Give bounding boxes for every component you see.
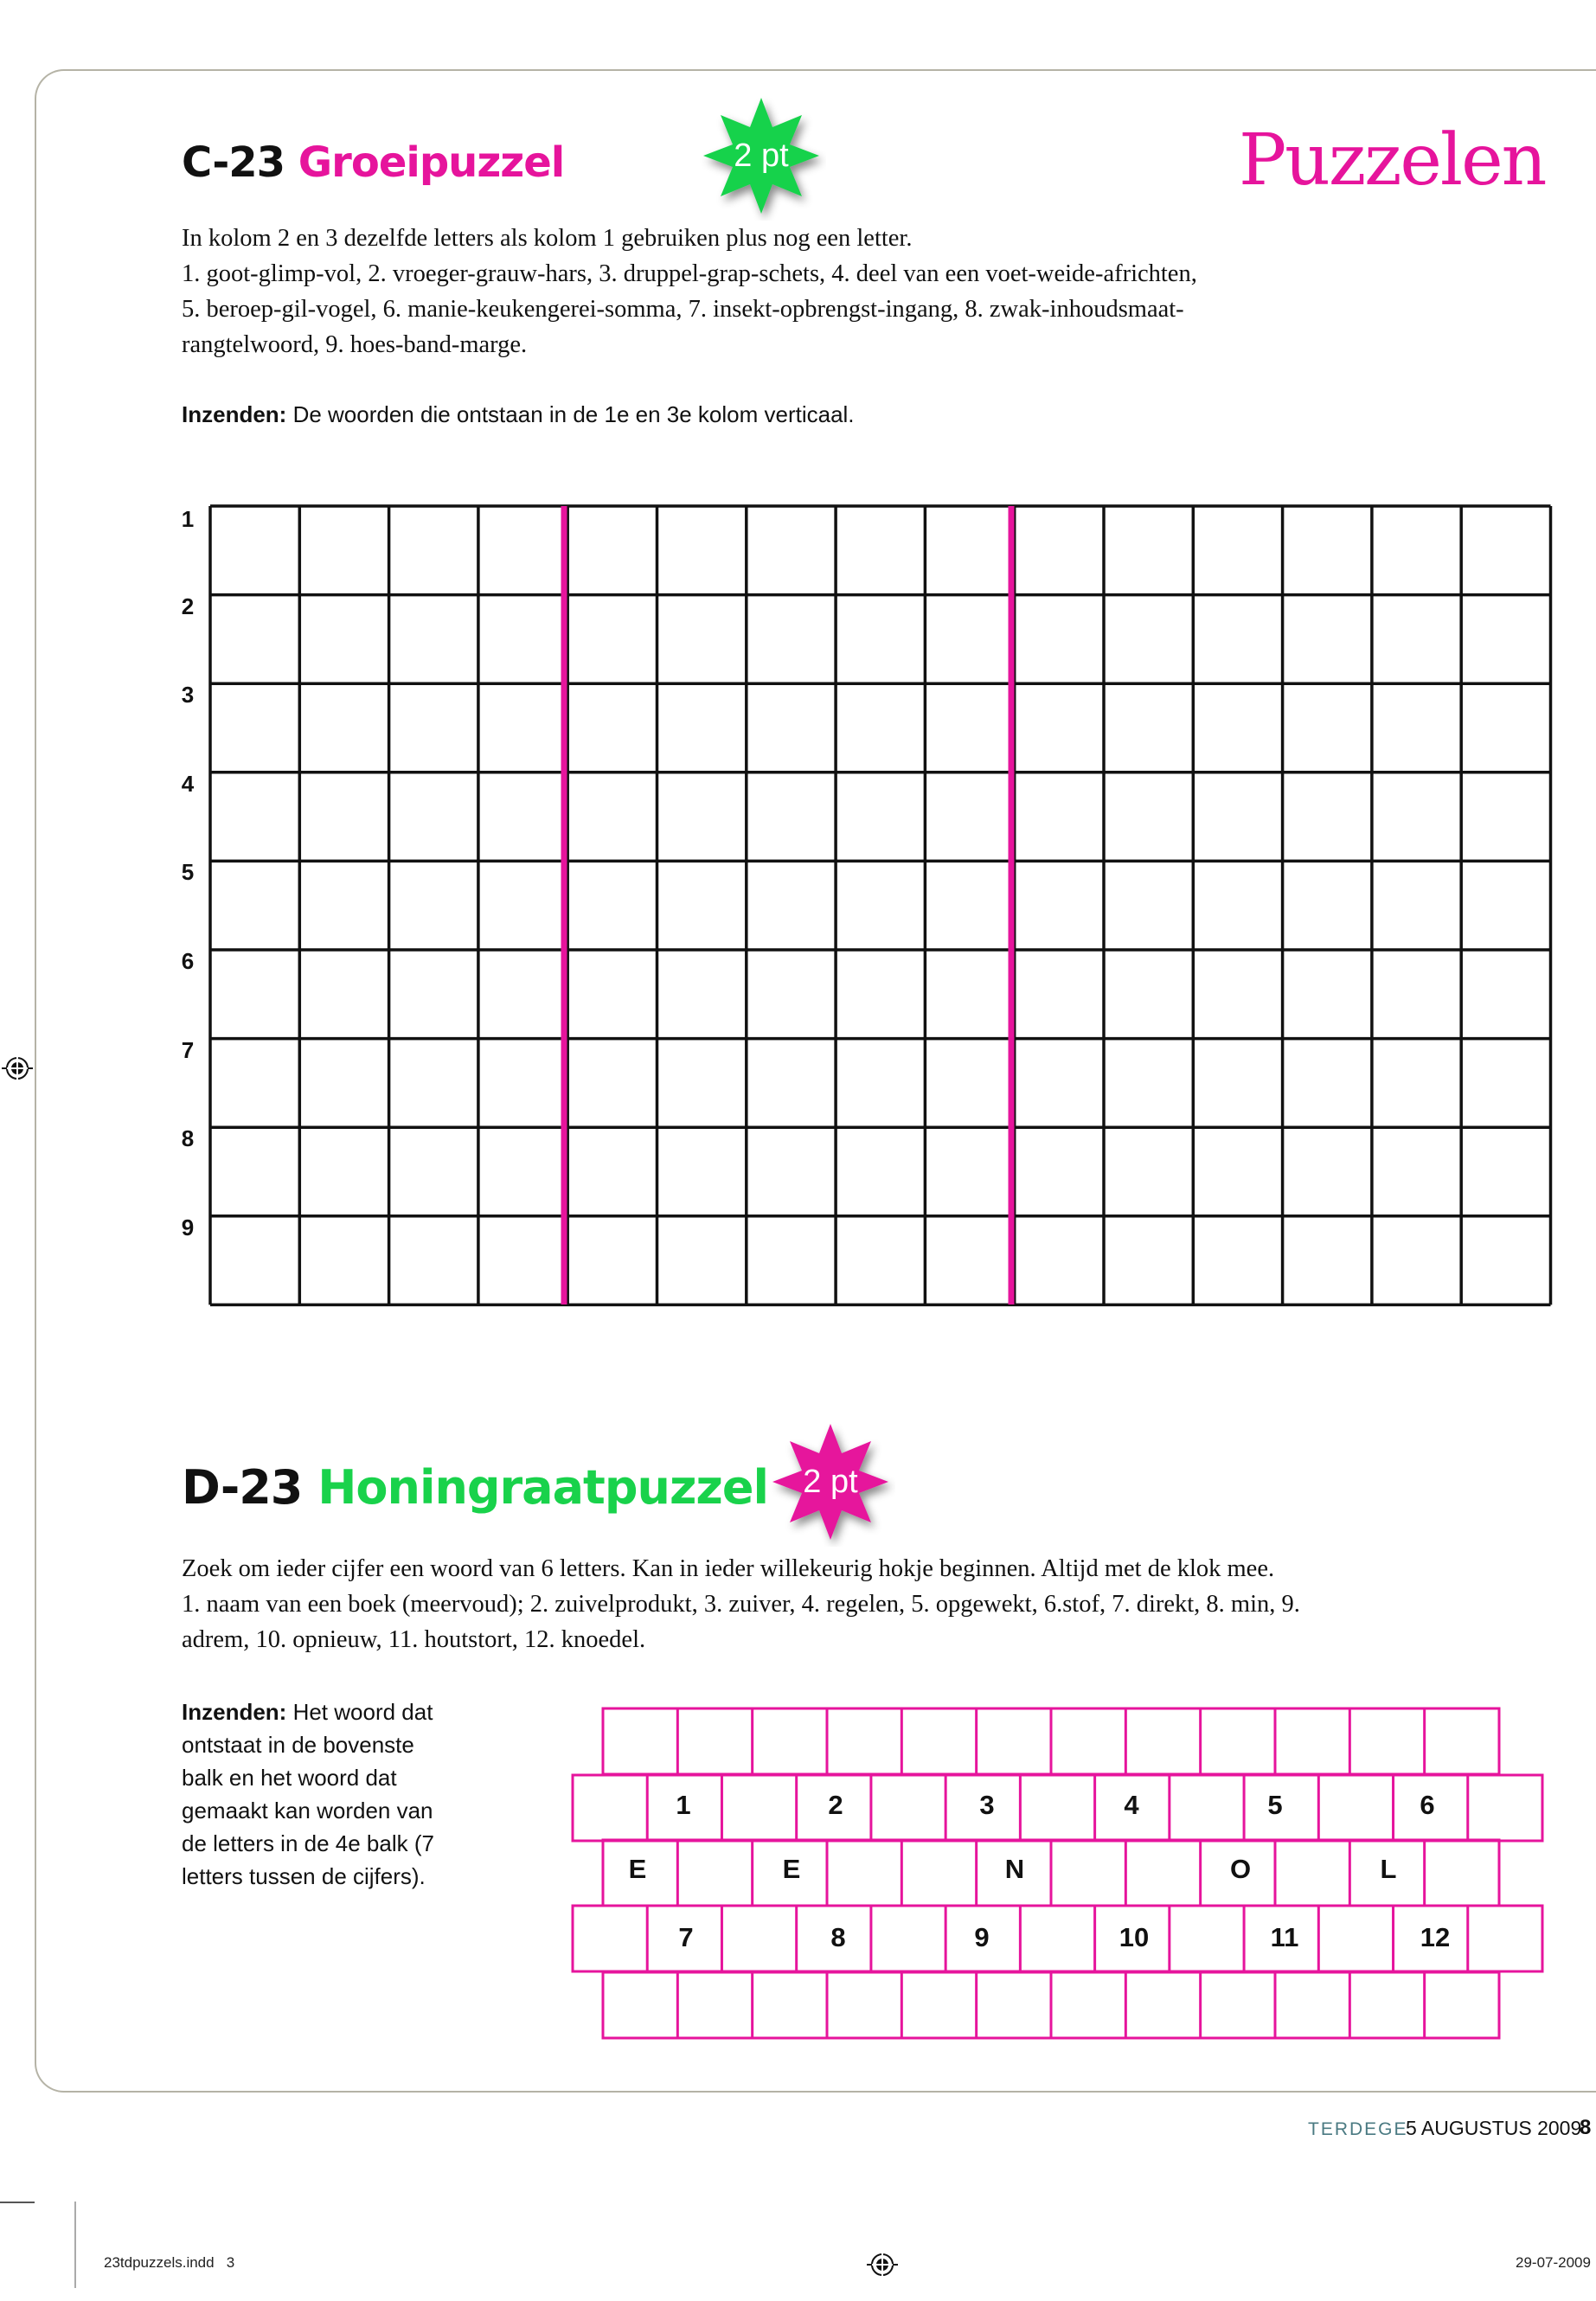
honeycomb-letter: L <box>1380 1854 1397 1884</box>
puzzle-d-name: Honingraatpuzzel <box>317 1460 768 1515</box>
honeycomb-number: 3 <box>979 1790 995 1820</box>
honeycomb-number: 9 <box>974 1922 990 1952</box>
puzzle-d-code: D-23 <box>182 1460 303 1515</box>
honeycomb-row <box>573 1775 1542 1841</box>
honeycomb-number: 1 <box>676 1790 691 1820</box>
submit-text: gemaakt kan worden van <box>182 1798 433 1823</box>
row-number: 5 <box>181 859 195 886</box>
honeycomb-number: 11 <box>1270 1922 1299 1952</box>
submit-text: de letters in de 4e balk (7 <box>182 1830 434 1856</box>
honeycomb-number: 2 <box>828 1790 843 1820</box>
instruction-line: In kolom 2 en 3 dezelfde letters als kolom 1 gebruiken plus nog een letter. <box>182 225 913 252</box>
honeycomb-letter: N <box>1004 1854 1025 1884</box>
footer-date: 5 AUGUSTUS 2009 <box>1406 2117 1582 2139</box>
submit-label: Inzenden: <box>182 401 287 427</box>
submit-text: De woorden die ontstaan in de 1e en 3e kolom verticaal. <box>286 401 855 427</box>
row-number: 2 <box>181 593 195 619</box>
honeycomb-number: 10 <box>1118 1922 1150 1952</box>
row-number: 6 <box>181 948 195 974</box>
footer-magazine: TERDEGE <box>1308 2119 1408 2139</box>
honeycomb-number: 8 <box>830 1922 846 1952</box>
crop-mark <box>0 2202 35 2203</box>
honeycomb-number: 4 <box>1124 1790 1139 1820</box>
submit-label: Inzenden: <box>182 1699 287 1725</box>
honeycomb-number: 7 <box>678 1922 694 1952</box>
puzzle-c-badge-label: 2 pt <box>734 137 789 174</box>
row-number: 9 <box>181 1214 195 1240</box>
honeycomb-letter: O <box>1229 1854 1252 1884</box>
slug-filename: 23tdpuzzels.indd 3 <box>104 2254 235 2271</box>
puzzle-c-code: C-23 <box>182 138 285 187</box>
crop-mark <box>74 2202 76 2288</box>
instruction-line: Zoek om ieder cijfer een woord van 6 letters. Kan in ieder willekeurig hokje beginnen. Altijd met de klok mee. <box>182 1555 1275 1582</box>
instruction-line: 1. goot-glimp-vol, 2. vroeger-grauw-hars, 3. druppel-grap-schets, 4. deel van een voet-weide-africhten, <box>182 260 1197 287</box>
submit-text: ontstaat in de bovenste <box>182 1732 414 1758</box>
row-number: 8 <box>181 1125 195 1152</box>
instruction-line: rangtelwoord, 9. hoes-band-marge. <box>182 331 528 358</box>
row-number: 1 <box>181 506 195 532</box>
honeycomb-row <box>573 1906 1542 1971</box>
honeycomb-number: 6 <box>1420 1790 1435 1820</box>
row-number: 3 <box>181 682 195 708</box>
section-label: Puzzelen <box>1239 119 1546 202</box>
slug-date: 29-07-2009 <box>1516 2254 1591 2271</box>
footer-page-number: 8 <box>1580 2116 1592 2139</box>
honeycomb-letter: E <box>628 1854 647 1884</box>
honeycomb-number: 12 <box>1420 1922 1451 1952</box>
registration-mark-icon <box>865 2247 900 2282</box>
puzzle-c-name: Groeipuzzel <box>298 138 565 187</box>
instruction-line: 5. beroep-gil-vogel, 6. manie-keukengerei-somma, 7. insekt-opbrengst-ingang, 8. zwak-inhoudsmaat- <box>182 296 1184 323</box>
row-number: 4 <box>181 770 195 797</box>
honeycomb-letter: E <box>782 1854 801 1884</box>
registration-mark-icon <box>0 1051 35 1086</box>
submit-text: balk en het woord dat <box>182 1765 397 1791</box>
submit-text: Het woord dat <box>286 1699 433 1725</box>
instruction-line: adrem, 10. opnieuw, 11. houtstort, 12. knoedel. <box>182 1626 646 1653</box>
row-number: 7 <box>181 1036 195 1063</box>
instruction-line: 1. naam van een boek (meervoud); 2. zuivelprodukt, 3. zuiver, 4. regelen, 5. opgewekt, 6.stof, 7. direkt, 8. min, 9. <box>182 1591 1300 1618</box>
puzzle-d-badge-label: 2 pt <box>803 1463 858 1500</box>
submit-text: letters tussen de cijfers). <box>182 1863 426 1889</box>
honeycomb-number: 5 <box>1267 1790 1283 1820</box>
